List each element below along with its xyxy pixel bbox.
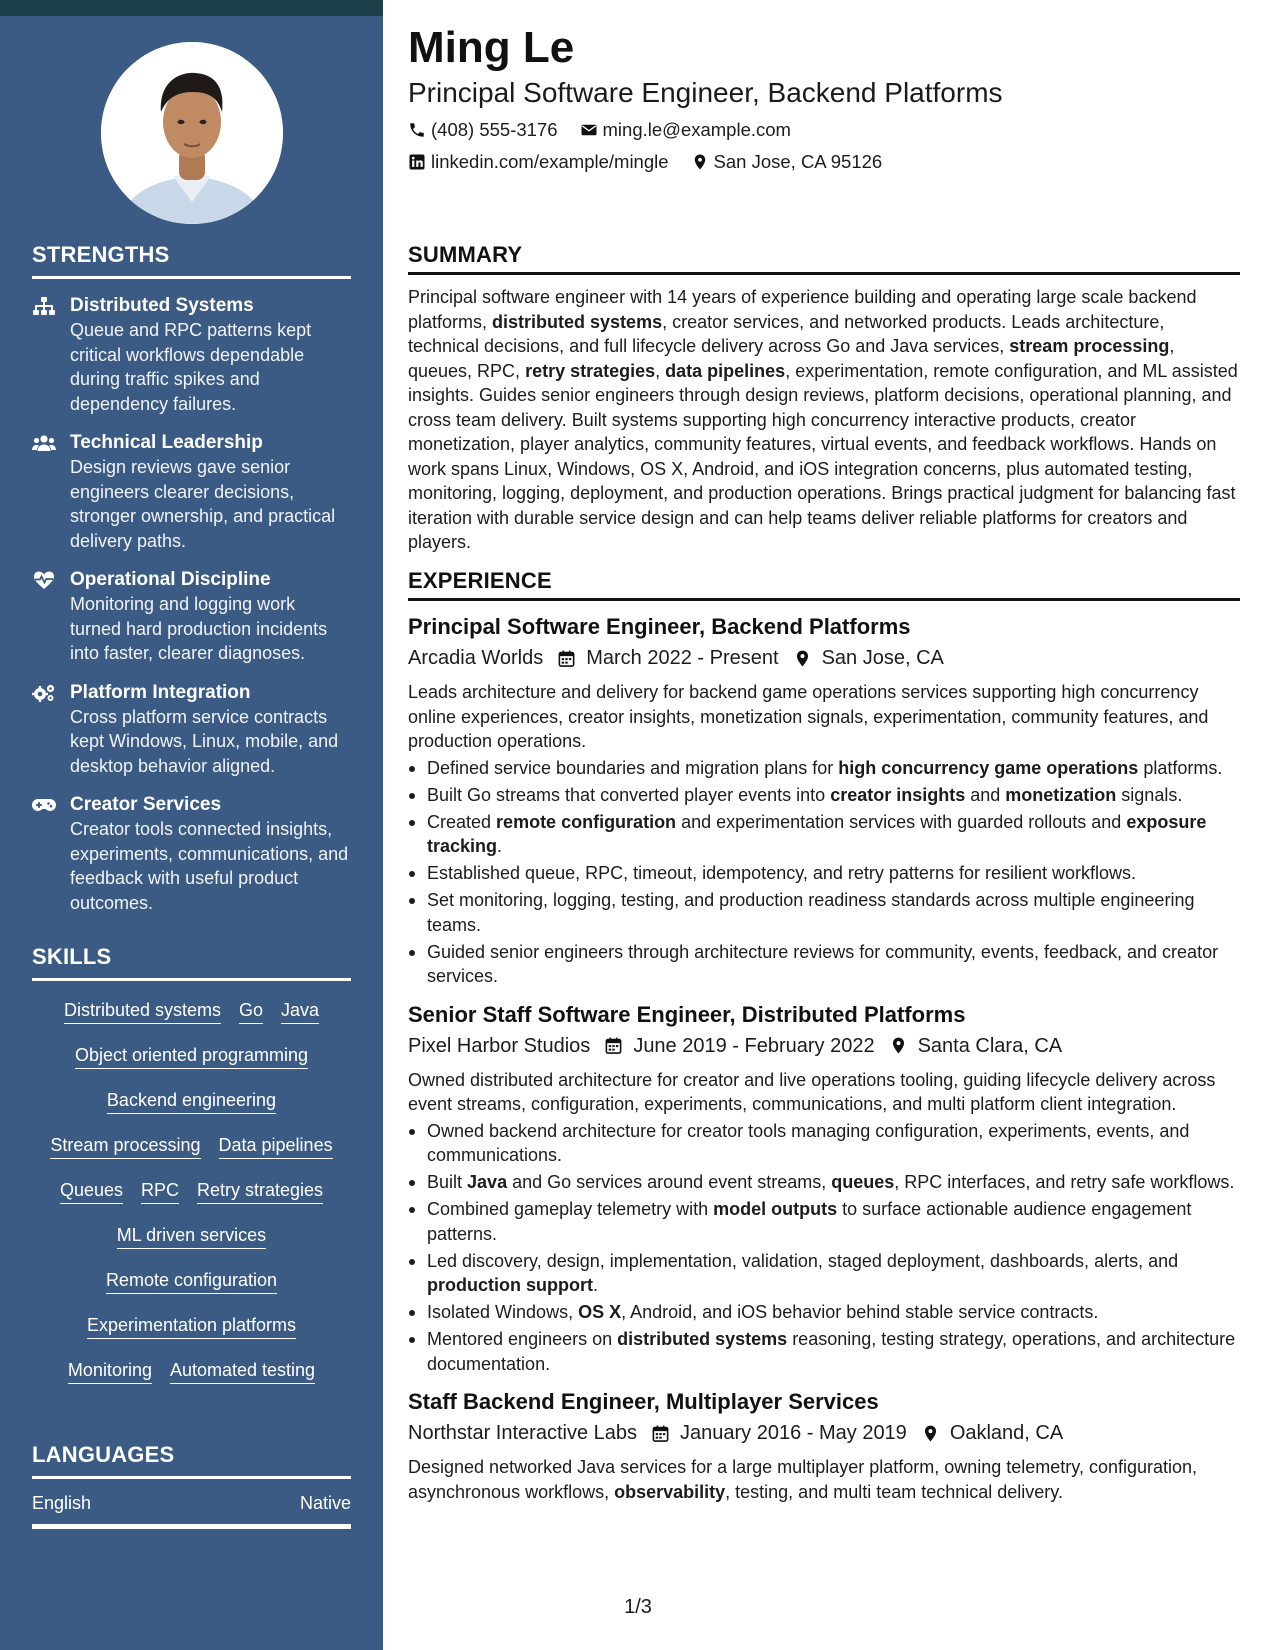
- bold-keyword: data pipelines: [665, 360, 786, 381]
- strength-title: Platform Integration: [70, 681, 251, 703]
- strength-description: Design reviews gave senior engineers clearer decisions, stronger ownership, and practical delivery paths.: [70, 457, 336, 551]
- skill-row: [32, 999, 351, 1024]
- strength-title: Creator Services: [70, 794, 222, 815]
- calendar-icon: [604, 1036, 623, 1055]
- text-segment: Set monitoring, logging, testing, and production readiness standards across multiple engineering teams.: [427, 890, 1195, 935]
- job-bullet-list: [408, 756, 1240, 989]
- text-segment: , queues, RPC,: [408, 336, 1175, 381]
- text-segment: , RPC interfaces, and retry safe workflows.: [894, 1172, 1235, 1192]
- strength-title: Technical Leadership: [70, 432, 263, 453]
- map-pin-icon-wrap: [889, 1036, 908, 1055]
- phone-icon: [408, 121, 426, 139]
- text-segment: , creator services, and networked products. Leads architecture, technical decisions, and full lifecycle delivery across Go and Java services,: [408, 311, 1165, 356]
- text-segment: Defined service boundaries and migration plans for: [427, 757, 839, 778]
- candidate-headline: Principal Software Engineer, Backend Platforms: [408, 77, 1003, 108]
- text-segment: , Android, and iOS behavior behind stable service contracts.: [621, 1302, 1099, 1322]
- skill-tag: Automated testing: [170, 1359, 315, 1384]
- language-item: [32, 1493, 351, 1529]
- text-segment: Principal software engineer with 14 years of experience building and operating large scale backend platforms,: [408, 287, 1197, 332]
- job-title: Principal Software Engineer, Backend Platforms: [408, 614, 911, 639]
- skill-tag: Retry strategies: [197, 1179, 323, 1204]
- envelope-icon: [580, 121, 598, 139]
- email-address: ming.le@example.com: [602, 119, 791, 140]
- experience-heading: EXPERIENCE: [408, 568, 1240, 601]
- text-segment: .: [592, 1275, 598, 1295]
- skill-tag: Queues: [60, 1179, 123, 1204]
- text-segment: Owned backend architecture for creator tools managing configuration, experiments, events, and communications.: [427, 1120, 1190, 1165]
- text-segment: , experimentation, remote configuration, and ML assisted insights. Guides senior engineers through design reviews, platform decisions, operational planning, and cross team delivery. Built systems supporting high concurrency interactive products, creator monetization, player analytics, community features, virtual events, and feedback workflows. Hands on work spans Linux, Windows, OS X, Android, and iOS integration concerns, plus automated testing, monitoring, logging, deployment, and production operations. Brings practical judgment for balancing fast iteration with durable service design and can help teams deliver reliable platforms for creators and players.: [408, 360, 1238, 552]
- skill-tag: Monitoring: [68, 1359, 152, 1384]
- job-meta: [408, 1033, 1240, 1059]
- skill-row: [32, 1269, 351, 1294]
- calendar-icon-wrap: [604, 1036, 623, 1055]
- strength-item: [32, 567, 351, 666]
- bold-keyword: OS X: [578, 1302, 622, 1322]
- bold-keyword: remote configuration: [496, 811, 677, 832]
- job-bullet: [408, 1327, 1240, 1376]
- text-segment: Created: [427, 811, 497, 832]
- skill-row: [32, 1179, 351, 1204]
- strength-description: Cross platform service contracts kept Windows, Linux, mobile, and desktop behavior aligned.: [70, 706, 339, 776]
- skill-tag: Java: [281, 999, 319, 1024]
- calendar-icon-wrap: [557, 649, 576, 668]
- strength-item: [32, 430, 351, 553]
- skill-tag: Data pipelines: [219, 1134, 333, 1159]
- text-segment: and experimentation services with guarded rollouts and: [676, 811, 1127, 832]
- job-location: Oakland, CA: [949, 1422, 1064, 1444]
- sidebar: [0, 16, 383, 1650]
- calendar-icon: [557, 649, 576, 668]
- contact-row-2: [408, 150, 1240, 174]
- text-segment: Established queue, RPC, timeout, idempotency, and retry patterns for resilient workflows.: [427, 863, 1136, 883]
- text-segment: , testing, and multi team technical delivery.: [725, 1481, 1063, 1502]
- skill-row: [32, 1089, 351, 1114]
- strength-item: [32, 293, 351, 416]
- job-dates: June 2019 - February 2022: [633, 1034, 875, 1057]
- company-name: Pixel Harbor Studios: [408, 1034, 591, 1057]
- languages-section: [32, 1442, 351, 1529]
- skill-tag: Object oriented programming: [75, 1044, 308, 1069]
- job-description: [408, 1455, 1240, 1504]
- sitemap-icon: [32, 296, 56, 316]
- job-location: Santa Clara, CA: [917, 1034, 1063, 1057]
- bold-keyword: creator insights: [830, 784, 966, 805]
- page-number: 1/3: [624, 1596, 652, 1618]
- job-bullet: [408, 940, 1240, 989]
- skill-row: [32, 1314, 351, 1339]
- strength-description: Monitoring and logging work turned hard production incidents into faster, clearer diagnoses.: [70, 594, 328, 663]
- bold-keyword: model outputs: [713, 1199, 838, 1219]
- job-description: Leads architecture and delivery for backend game operations services supporting high concurrency online experiences, creator insights, monetization signals, experimentation, community features, and production operations.: [408, 682, 1209, 751]
- text-segment: and Go services around event streams,: [507, 1172, 832, 1192]
- job-entry: [408, 1388, 1240, 1504]
- map-pin-icon: [921, 1424, 940, 1443]
- skill-tag: Experimentation platforms: [87, 1314, 296, 1339]
- skill-tag: Stream processing: [50, 1134, 200, 1159]
- bold-keyword: Java: [467, 1172, 508, 1192]
- map-pin-icon: [691, 153, 709, 171]
- job-meta: [408, 645, 1240, 671]
- text-segment: to surface actionable audience engagement patterns.: [427, 1199, 1192, 1244]
- profile-photo: [101, 42, 283, 224]
- candidate-name: Ming Le: [408, 23, 575, 72]
- contact-row-1: [408, 118, 1240, 142]
- bold-keyword: monetization: [1005, 784, 1117, 805]
- text-segment: Combined gameplay telemetry with: [427, 1199, 714, 1219]
- text-segment: and: [965, 784, 1006, 805]
- skill-tag: RPC: [141, 1179, 179, 1204]
- bold-keyword: stream processing: [1009, 336, 1170, 356]
- text-segment: ,: [655, 360, 666, 381]
- job-location: San Jose, CA: [821, 647, 944, 669]
- job-dates: March 2022 - Present: [586, 647, 779, 669]
- company-name: Arcadia Worlds: [408, 647, 544, 669]
- strengths-section: [32, 242, 351, 915]
- strength-item: [32, 680, 351, 779]
- strength-title: Operational Discipline: [70, 569, 271, 590]
- company-name: Northstar Interactive Labs: [408, 1422, 637, 1444]
- bold-keyword: observability: [614, 1481, 726, 1502]
- gears-icon: [32, 683, 56, 703]
- users-icon: [32, 433, 56, 453]
- bold-keyword: exposure tracking: [427, 811, 1207, 856]
- skills-list: [32, 999, 351, 1384]
- job-title: Senior Staff Software Engineer, Distributed Platforms: [408, 1001, 966, 1027]
- linkedin-icon: [408, 153, 426, 171]
- job-entry: [408, 613, 1240, 989]
- strength-description: Queue and RPC patterns kept critical workflows dependable during traffic spikes and dependency failures.: [70, 320, 312, 414]
- skill-row: [32, 1224, 351, 1249]
- skill-row: [32, 1134, 351, 1159]
- location-contact: [691, 150, 883, 174]
- skills-section: [32, 944, 351, 1404]
- job-bullet: [408, 1249, 1240, 1298]
- strengths-list: [32, 293, 351, 915]
- job-bullet: [408, 783, 1240, 808]
- text-segment: Built Go streams that converted player events into: [427, 784, 831, 805]
- skill-tag: ML driven services: [117, 1224, 266, 1249]
- job-bullet: [408, 810, 1240, 859]
- bold-keyword: distributed systems: [492, 311, 663, 332]
- job-title: Staff Backend Engineer, Multiplayer Services: [408, 1389, 879, 1414]
- job-bullet: [408, 1300, 1240, 1325]
- map-pin-icon: [793, 649, 812, 668]
- job-meta: [408, 1420, 1240, 1446]
- language-level: Native: [299, 1493, 351, 1513]
- text-segment: signals.: [1116, 784, 1183, 805]
- sidebar-top-bar: [0, 0, 383, 16]
- job-bullet: [408, 1119, 1240, 1168]
- text-segment: Designed networked Java services for a large multiplayer platform, owning telemetry, configuration, asynchronous workflows,: [408, 1457, 1198, 1502]
- map-pin-icon-wrap: [793, 649, 812, 668]
- summary-section: [408, 242, 1240, 555]
- strengths-heading: STRENGTHS: [32, 242, 351, 279]
- skill-row: [32, 1044, 351, 1069]
- resume-header: [408, 22, 1240, 174]
- bold-keyword: retry strategies: [525, 360, 656, 381]
- location-text: San Jose, CA 95126: [713, 151, 883, 172]
- job-description: Owned distributed architecture for creator and live operations tooling, guiding lifecycle delivery across event streams, configuration, experiments, communications, and multi platform client integration.: [408, 1069, 1216, 1114]
- language-name: English: [32, 1493, 92, 1513]
- calendar-icon-wrap: [651, 1424, 670, 1443]
- heart-pulse-icon: [32, 570, 56, 590]
- job-bullet: [408, 1170, 1240, 1195]
- experience-section: [408, 568, 1240, 1504]
- skill-tag: Distributed systems: [64, 999, 221, 1024]
- job-bullet-list: [408, 1119, 1240, 1377]
- skill-tag: Go: [239, 999, 263, 1024]
- linkedin-contact[interactable]: [408, 150, 669, 174]
- map-pin-icon: [889, 1036, 908, 1055]
- job-bullet: [408, 756, 1240, 781]
- job-bullet: [408, 888, 1240, 937]
- text-segment: .: [497, 836, 503, 856]
- strength-title: Distributed Systems: [70, 295, 254, 316]
- summary-text: [408, 285, 1240, 555]
- avatar: [101, 42, 283, 224]
- job-list: [408, 613, 1240, 1504]
- summary-heading: SUMMARY: [408, 242, 1240, 275]
- text-segment: Guided senior engineers through architecture reviews for community, events, feedback, and creator services.: [427, 941, 1219, 986]
- job-dates: January 2016 - May 2019: [680, 1422, 907, 1444]
- text-segment: Isolated Windows,: [427, 1302, 579, 1322]
- text-segment: Mentored engineers on: [427, 1329, 618, 1349]
- languages-heading: LANGUAGES: [32, 1442, 351, 1479]
- strength-item: [32, 792, 351, 915]
- phone-contact[interactable]: [408, 118, 558, 142]
- bold-keyword: production support: [427, 1275, 593, 1295]
- skills-heading: SKILLS: [32, 944, 351, 981]
- linkedin-url: linkedin.com/example/mingle: [431, 151, 669, 172]
- text-segment: platforms.: [1138, 757, 1223, 778]
- job-bullet: [408, 1197, 1240, 1246]
- job-entry: [408, 1001, 1240, 1377]
- phone-number: (408) 555-3176: [431, 119, 558, 140]
- text-segment: reasoning, testing strategy, operations, and architecture documentation.: [427, 1329, 1236, 1374]
- skill-row: [32, 1359, 351, 1384]
- bold-keyword: distributed systems: [617, 1329, 788, 1349]
- email-contact[interactable]: [580, 118, 791, 142]
- calendar-icon: [651, 1424, 670, 1443]
- job-bullet: [408, 861, 1240, 886]
- text-segment: Built: [427, 1172, 468, 1192]
- bold-keyword: queues: [831, 1172, 895, 1192]
- map-pin-icon-wrap: [921, 1424, 940, 1443]
- strength-description: Creator tools connected insights, experiments, communications, and feedback with useful product outcomes.: [70, 819, 349, 913]
- skill-tag: Remote configuration: [106, 1269, 277, 1294]
- skill-tag: Backend engineering: [107, 1089, 276, 1114]
- bold-keyword: high concurrency game operations: [838, 757, 1139, 778]
- gamepad-icon: [32, 795, 56, 815]
- text-segment: Led discovery, design, implementation, validation, staged deployment, dashboards, alerts, and: [427, 1250, 1179, 1271]
